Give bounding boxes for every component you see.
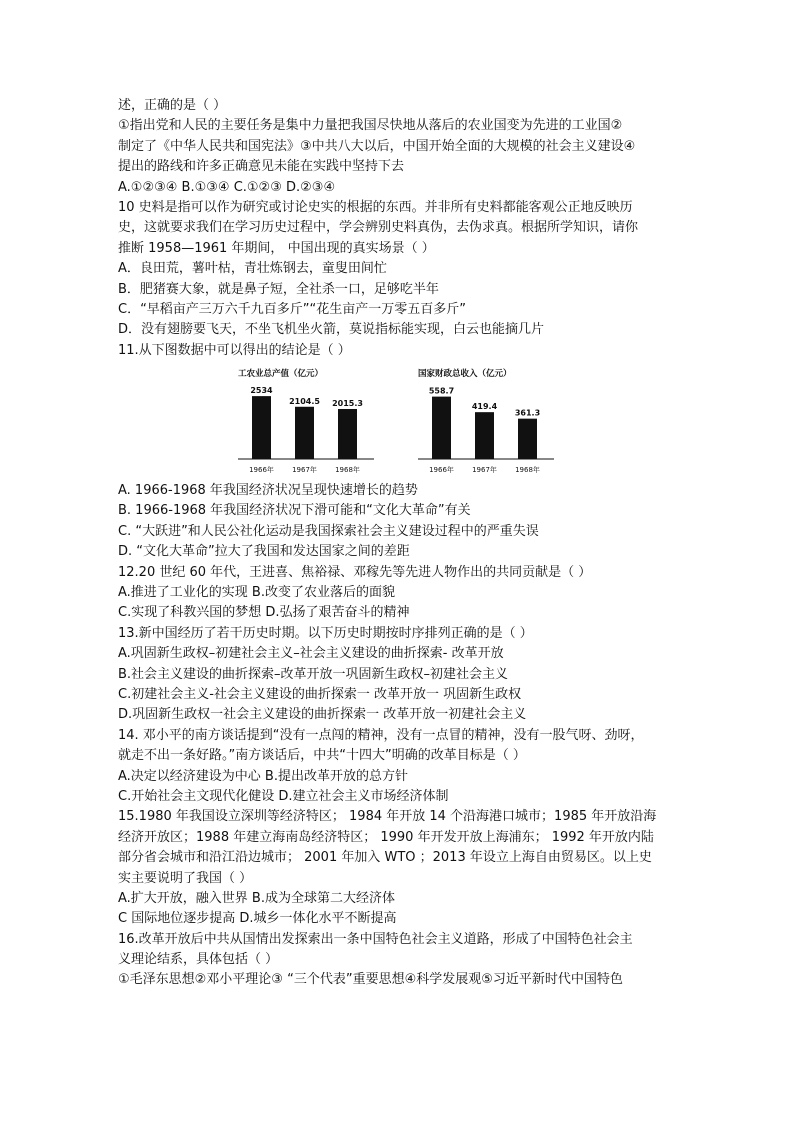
bar: [252, 396, 271, 459]
bar-value-label: 2015.3: [332, 399, 363, 409]
text-line: C.初建社会主义-社会主义建设的曲折探索一 改革开放一 巩固新生政权: [118, 686, 522, 702]
category-label: 1968年: [335, 466, 360, 475]
question-text-upper: [118, 96, 678, 361]
text-line: B.社会主义建设的曲折探索–改革开放一巩固新生政权–初建社会主义: [118, 666, 509, 682]
text-line: A.巩固新生政权–初建社会主义–社会主义建设的曲折探索- 改革开放: [118, 646, 504, 662]
text-line: 制定了《中华人民共和国宪法》③中共八大以后，中国开始全面的大规模的社会主义建设④: [118, 138, 636, 154]
bar: [518, 419, 537, 459]
text-line: 推断 1958—1961 年期间， 中国出现的真实场景（ ）: [118, 240, 435, 256]
text-line: 实主要说明了我国（ ）: [118, 870, 253, 886]
bar-value-label: 419.4: [471, 402, 498, 412]
text-line: A．良田荒，薯叶枯，青壮炼钢去，童叟田间忙: [118, 261, 387, 277]
text-line: C．“早稻亩产三万六千九百多斤”“花生亩产一万零五百多斤”: [118, 301, 467, 317]
bar-value-label: 361.3: [514, 408, 541, 418]
text-line: C.实现了科教兴国的梦想 D.弘扬了艰苦奋斗的精神: [118, 605, 410, 621]
exam-page: [118, 96, 678, 991]
bar-chart: [418, 364, 558, 476]
text-line: 经济开放区；1988 年建立海南岛经济特区； 1990 年开发开放上海浦东； 1992 年开放内陆: [118, 829, 654, 845]
bar-value-label: 558.7: [428, 386, 455, 396]
category-label: 1967年: [292, 466, 317, 475]
chart-title: 国家财政总收入（亿元）: [418, 369, 512, 380]
text-line: 13.新中国经历了若干历史时期。以下历史时期按时序排列正确的是（ ）: [118, 625, 533, 641]
category-label: 1966年: [429, 466, 454, 475]
text-line: B．肥猪赛大象，就是鼻子短，全社杀一口，足够吃半年: [118, 281, 439, 297]
bar-value-label: 2534: [250, 386, 273, 396]
bar-chart: [238, 364, 378, 476]
text-line: C. “大跃进”和人民公社化运动是我国探索社会主义建设过程中的严重失误: [118, 523, 539, 539]
text-line: 16.改革开放后中共从国情出发探索出一条中国特色社会主义道路，形成了中国特色社会主: [118, 931, 633, 947]
text-line: 12.20 世纪 60 年代，王进喜、焦裕禄、邓稼先等先进人物作出的共同贡献是（ ）: [118, 564, 592, 580]
text-line: A.扩大开放，融入世界 B.成为全球第二大经济体: [118, 890, 395, 906]
text-line: ①毛泽东思想②邓小平理论③ “三个代表”重要思想④科学发展观⑤习近平新时代中国特色: [118, 972, 623, 988]
text-line: A.①②③④ B.①③④ C.①②③ D.②③④: [118, 179, 336, 195]
category-label: 1967年: [472, 466, 497, 475]
text-line: 就走不出一条好路。”南方谈话后，中共“十四大”明确的改革目标是（ ）: [118, 748, 526, 764]
text-line: 10 史料是指可以作为研究或讨论史实的根据的东西。并非所有史料都能客观公正地反映历: [118, 199, 633, 215]
text-line: A. 1966-1968 年我国经济状况呈现快速增长的趋势: [118, 483, 418, 499]
fiscal-revenue-chart: [418, 364, 558, 480]
text-line: D.巩固新生政权一社会主义建设的曲折探索一 改革开放一初建社会主义: [118, 707, 527, 723]
question-text-lower: [118, 481, 678, 991]
gross-output-chart: [238, 364, 378, 480]
bar: [475, 412, 494, 459]
bar: [338, 409, 357, 459]
text-line: ①指出党和人民的主要任务是集中力量把我国尽快地从落后的农业国变为先进的工业国②: [118, 118, 623, 134]
bar: [432, 397, 451, 459]
text-line: C.开始社会主文现代化健设 D.建立社会主义市场经济体制: [118, 788, 449, 804]
text-line: 14. 邓小平的南方谈话提到“没有一点闯的精神，没有一点冒的精神，没有一股气呀、劲呀，: [118, 727, 644, 743]
text-line: C 国际地位逐步提高 D.城乡一体化水平不断提高: [118, 911, 397, 927]
text-line: D．没有翅膀要飞天，不坐飞机坐火箭，莫说指标能实现，白云也能摘几片: [118, 322, 545, 338]
text-line: A.推进了工业化的实现 B.改变了农业落后的面貌: [118, 585, 395, 601]
text-line: 义理论结系，具体包括（ ）: [118, 952, 279, 968]
text-line: 11.从下图数据中可以得出的结论是（ ）: [118, 342, 351, 358]
chart-title: 工农业总产值（亿元）: [238, 369, 324, 380]
text-line: 提出的路线和许多正确意见未能在实践中坚持下去: [118, 159, 405, 175]
text-line: 述，正确的是（ ）: [118, 98, 227, 113]
bar-value-label: 2104.5: [289, 396, 320, 406]
category-label: 1968年: [515, 466, 540, 475]
bar: [295, 407, 314, 459]
text-line: 史，这就要求我们在学习历史过程中，学会辨别史料真伪，去伪求真。根据所学知识，请你: [118, 220, 639, 236]
question-11-charts: [118, 364, 678, 479]
text-line: 15.1980 年我国设立深圳等经济特区； 1984 年开放 14 个沿海港口城市；1985 年开放沿海: [118, 809, 657, 825]
text-line: 部分省会城市和沿江沿边城市； 2001 年加入 WTO ；2013 年设立上海自由贸易区。以上史: [118, 850, 652, 866]
text-line: A.决定以经济建设为中心 B.提出改革开放的总方针: [118, 768, 408, 784]
text-line: D. “文化大革命”拉大了我国和发达国家之间的差距: [118, 544, 410, 560]
text-line: B. 1966-1968 年我国经济状况下滑可能和“文化大革命”有关: [118, 503, 471, 519]
category-label: 1966年: [249, 466, 274, 475]
